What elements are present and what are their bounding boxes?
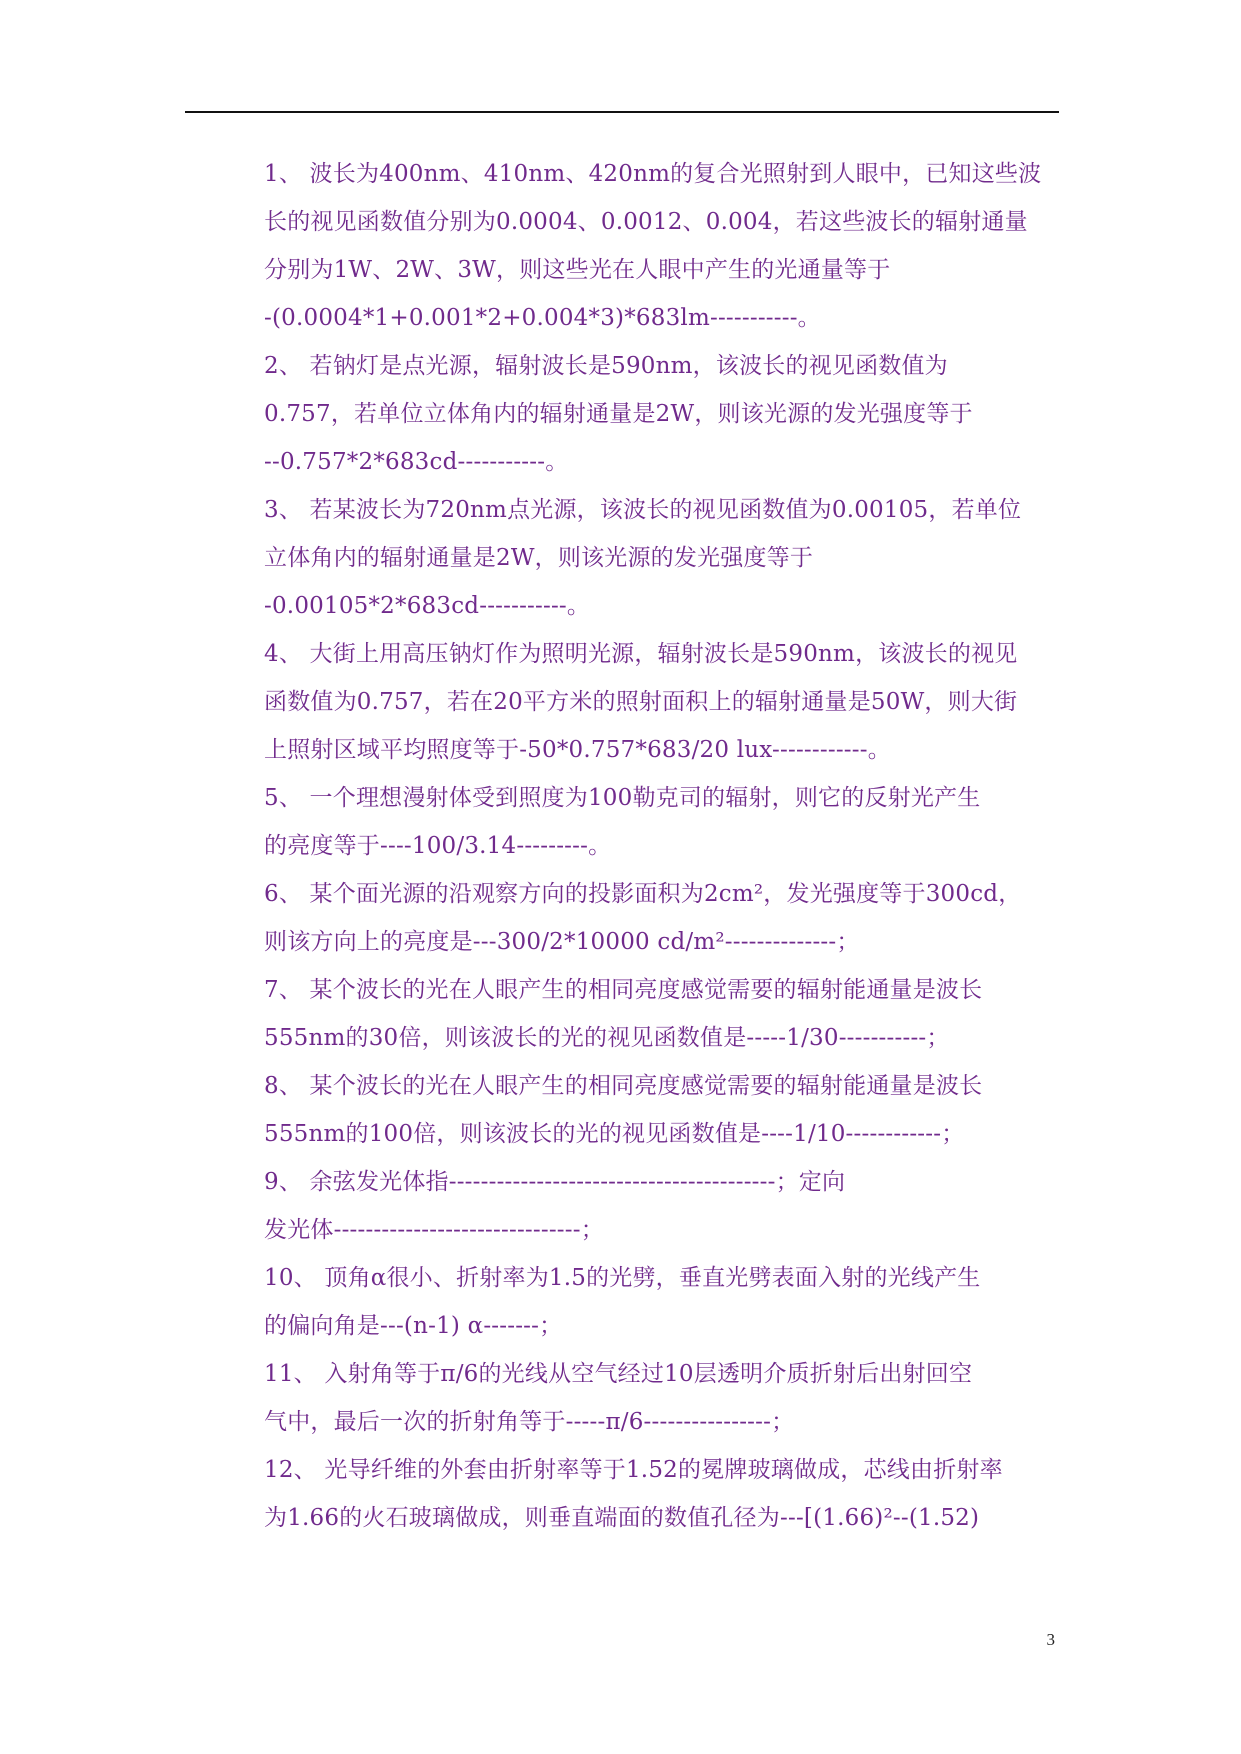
text-line: 11、 入射角等于π/6的光线从空气经过10层透明介质折射后出射回空	[264, 1361, 973, 1387]
header-rule	[185, 111, 1059, 113]
text-line: --0.757*2*683cd-----------。	[264, 449, 569, 475]
text-line: 气中，最后一次的折射角等于-----π/6----------------；	[264, 1409, 795, 1435]
text-line: -(0.0004*1+0.001*2+0.004*3)*683lm-----------。	[264, 305, 821, 331]
text-line: -0.00105*2*683cd-----------。	[264, 593, 591, 619]
text-line: 555nm的30倍，则该波长的光的视见函数值是-----1/30-----------；	[264, 1025, 950, 1051]
text-line: 上照射区域平均照度等于-50*0.757*683/20 lux------------。	[264, 737, 891, 763]
text-line: 为1.66的火石玻璃做成，则垂直端面的数值孔径为---[(1.66)²--(1.52)	[264, 1505, 980, 1531]
text-line: 的偏向角是---(n-1) α-------；	[264, 1313, 563, 1339]
text-line: 8、 某个波长的光在人眼产生的相同亮度感觉需要的辐射能通量是波长	[264, 1073, 983, 1099]
text-line: 5、 一个理想漫射体受到照度为100勒克司的辐射，则它的反射光产生	[264, 785, 981, 811]
text-line: 立体角内的辐射通量是2W，则该光源的发光强度等于	[264, 545, 814, 571]
text-line: 10、 顶角α很小、折射率为1.5的光劈，垂直光劈表面入射的光线产生	[264, 1265, 981, 1291]
page-body	[264, 150, 1064, 1542]
text-line: 分别为1W、2W、3W，则这些光在人眼中产生的光通量等于	[264, 257, 891, 283]
text-line: 4、 大街上用高压钠灯作为照明光源，辐射波长是590nm，该波长的视见	[264, 641, 1018, 667]
text-line: 1、 波长为400nm、410nm、420nm的复合光照射到人眼中，已知这些波	[264, 161, 1042, 187]
text-line: 则该方向上的亮度是---300/2*10000 cd/m²--------------；	[264, 929, 860, 955]
text-line: 555nm的100倍，则该波长的光的视见函数值是----1/10------------；	[264, 1121, 965, 1147]
text-line: 7、 某个波长的光在人眼产生的相同亮度感觉需要的辐射能通量是波长	[264, 977, 983, 1003]
text-line: 的亮度等于----100/3.14---------。	[264, 833, 612, 859]
text-line: 12、 光导纤维的外套由折射率等于1.52的冕牌玻璃做成，芯线由折射率	[264, 1457, 1003, 1483]
text-line: 发光体-------------------------------；	[264, 1217, 604, 1243]
text-line: 9、 余弦发光体指-----------------------------------------；定向	[264, 1169, 846, 1195]
text-line: 函数值为0.757，若在20平方米的照射面积上的辐射通量是50W，则大街	[264, 689, 1018, 715]
text-line: 长的视见函数值分别为0.0004、0.0012、0.004，若这些波长的辐射通量	[264, 209, 1028, 235]
text-line: 6、 某个面光源的沿观察方向的投影面积为2cm²，发光强度等于300cd，	[264, 881, 1022, 907]
text-line: 3、 若某波长为720nm点光源，该波长的视见函数值为0.00105，若单位	[264, 497, 1022, 523]
text-line: 2、 若钠灯是点光源，辐射波长是590nm，该波长的视见函数值为	[264, 353, 948, 379]
page-number: 3	[1046, 1630, 1055, 1649]
text-line: 0.757，若单位立体角内的辐射通量是2W，则该光源的发光强度等于	[264, 401, 973, 427]
